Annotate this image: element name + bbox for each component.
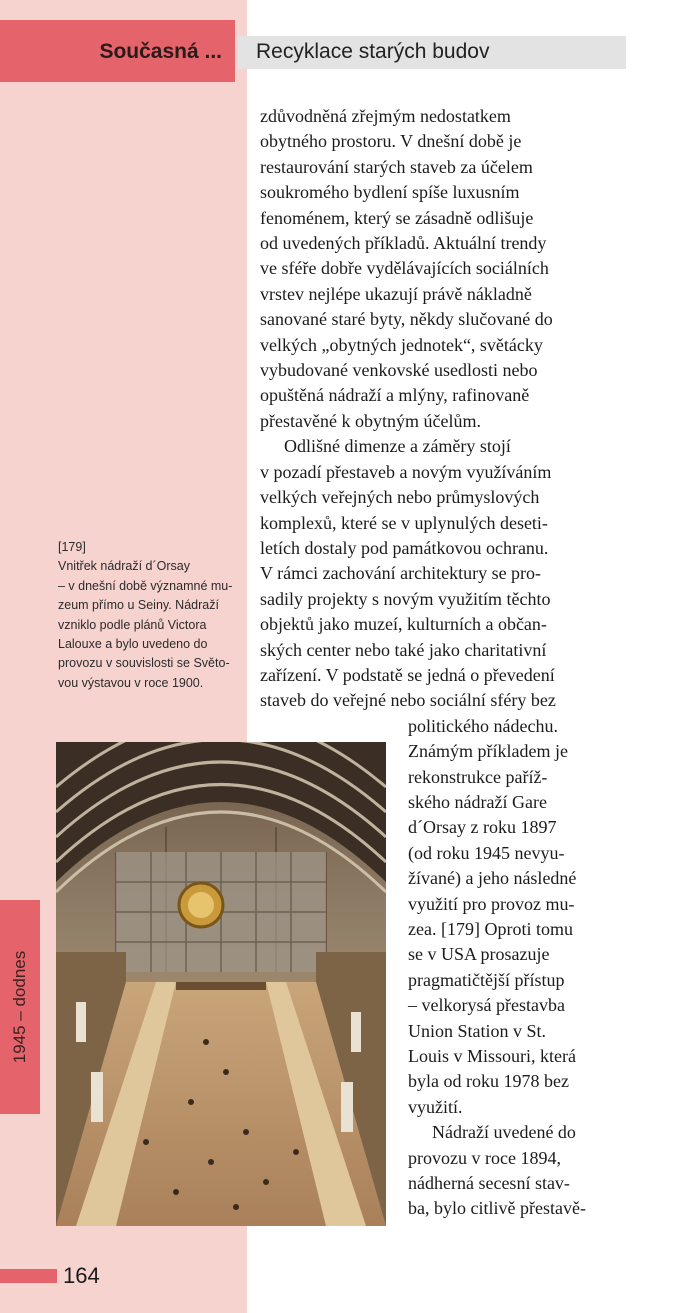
text-line: letích dostaly pod památkovou ochranu. [260,537,549,558]
text-line: opuštěná nádraží a mlýny, rafinovaně [260,385,530,406]
text-line: sadily projekty s novým využitím těchto [260,588,551,609]
text-line: v pozadí přestaveb a novým využíváním [260,461,552,482]
text-line: objektů jako muzeí, kulturních a občan- [260,614,547,635]
text-line: Nádraží uvedené do [432,1122,576,1143]
page-number: 164 [63,1263,100,1288]
text-line: ba, bylo citlivě přestavě- [408,1198,586,1219]
text-line: staveb do veřejné nebo sociální sféry bez [260,690,556,711]
caption-line: Lalouxe a bylo uvedeno do [58,637,208,652]
caption-line: – v dnešní době významné mu- [58,578,233,593]
text-line: ského nádraží Gare [408,791,547,812]
text-line: V rámci zachování architektury se pro- [260,563,542,584]
text-line: komplexů, které se v uplynulých deseti- [260,512,548,533]
text-line: Union Station v St. [408,1020,547,1041]
text-line: vybudované venkovské usedlosti nebo [260,360,538,381]
page-number-bar [0,1269,57,1283]
text-line: rekonstrukce paříž- [408,766,548,787]
caption-line: Vnitřek nádraží d´Orsay [58,559,190,574]
era-label: 1945 – dodnes [10,950,29,1064]
text-line: Odlišné dimenze a záměry stojí [284,436,511,457]
text-line: přestavěné k obytným účelům. [260,410,481,431]
text-line: (od roku 1945 nevyu- [408,842,565,863]
text-line: zea. [179] Oproti tomu [408,919,573,939]
text-line: velkých veřejných nebo průmyslových [260,487,540,508]
text-line: ských center nebo také jako charitativní [260,639,547,660]
text-line: zařízení. V podstatě se jedná o převedení [260,664,555,685]
text-line: d´Orsay z roku 1897 [408,817,557,838]
text-line: byla od roku 1978 bez [408,1071,569,1092]
text-line: Louis v Missouri, která [408,1046,576,1067]
text-line: využití pro provoz mu- [408,893,575,914]
caption-line: vzniklo podle plánů Victora [58,617,207,632]
text-line: pragmatičtější přístup [408,969,565,990]
text-line: restaurování starých staveb za účelem [260,156,533,177]
text-line: ve sféře dobře vydělávajících sociálních [260,258,549,279]
section-title: Současná ... [99,40,222,63]
text-line: Známým příkladem je [408,741,568,762]
text-line: fenoménem, který se zásadně odlišuje [260,207,534,228]
text-line: soukromého bydlení spíše luxusním [260,182,520,203]
figure-caption [58,538,233,693]
text-line: obytného prostoru. V dnešní době je [260,131,522,152]
caption-line: [179] [58,540,86,554]
text-line: zdůvodněná zřejmým nedostatkem [260,106,511,126]
text-line: se v USA prosazuje [408,944,550,965]
topic-title: Recyklace starých budov [256,40,490,63]
body-text [260,104,630,1222]
text-line: vrstev nejlépe ukazují právě nákladně [260,283,532,304]
text-line: využití. [408,1096,463,1117]
text-line: provozu v roce 1894, [408,1147,561,1168]
text-line: žívané) a jeho následné [408,868,577,889]
text-line: – velkorysá přestavba [408,995,565,1016]
text-line: nádherná secesní stav- [408,1173,570,1194]
caption-line: vou výstavou v roce 1900. [58,675,204,690]
text-line: od uvedených příkladů. Aktuální trendy [260,233,547,254]
caption-line: zeum přímo u Seiny. Nádraží [58,598,219,613]
caption-line: provozu v souvislosti se Světo- [58,656,230,671]
text-line: sanované staré byty, někdy slučované do [260,309,553,330]
text-line: velkých „obytných jednotek“, světácky [260,334,543,355]
text-line: politického nádechu. [408,715,558,736]
